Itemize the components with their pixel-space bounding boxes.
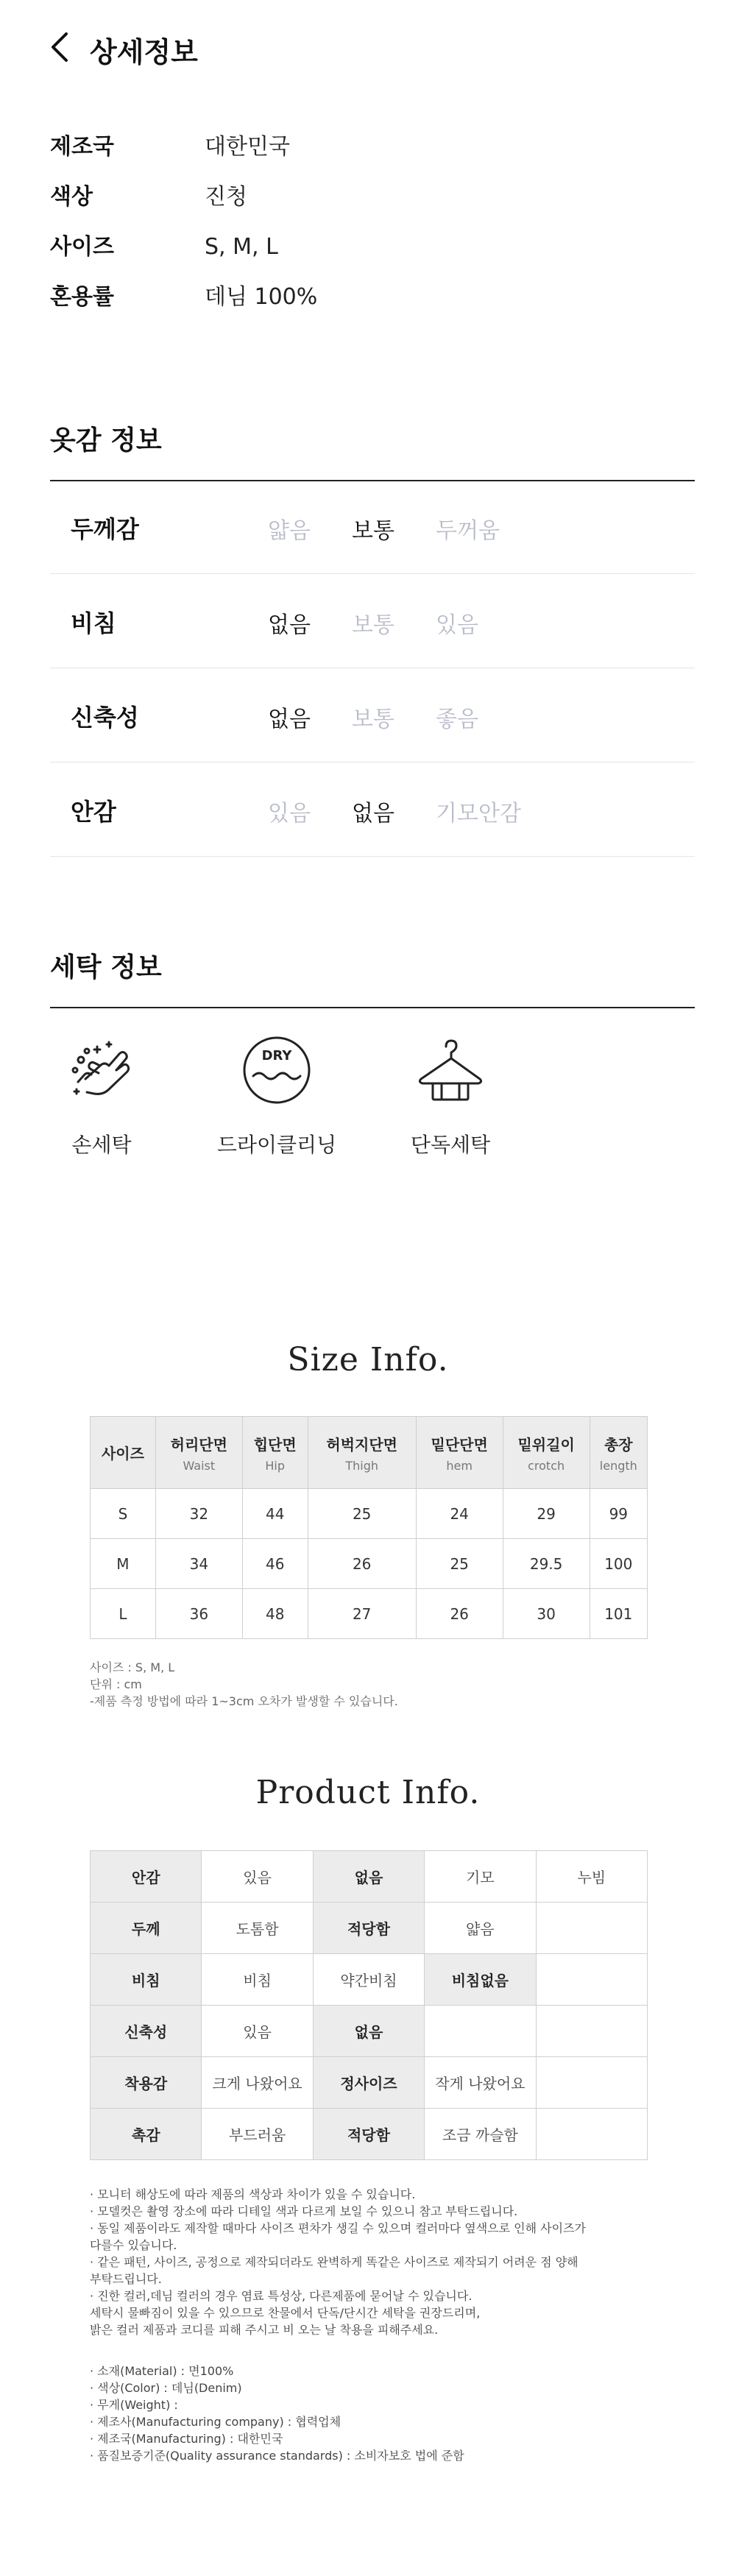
fabric-info-title: 옷감 정보 (50, 425, 162, 456)
wash-label: 손세탁 (71, 1133, 132, 1157)
table-cell: 얇음 (425, 1903, 536, 1954)
fabric-row-lining (50, 762, 695, 857)
table-cell: 누빔 (536, 1851, 647, 1903)
table-cell: 32 (155, 1489, 242, 1539)
fabric-row-label: 비침 (71, 609, 116, 637)
wash-item-dry (196, 1033, 358, 1158)
table-cell: S (91, 1489, 156, 1539)
wash-item-hand (21, 1033, 183, 1158)
table-row (91, 2057, 648, 2109)
table-cell: M (91, 1539, 156, 1589)
notice-line: · 모델컷은 촬영 장소에 따라 디테일 색과 다르게 보일 수 있으니 참고 부탁드립니다. (90, 2204, 518, 2218)
fabric-row-label: 신축성 (71, 704, 139, 732)
notice-line: 밝은 컬러 제품과 코디를 피해 주시고 비 오는 날 착용을 피해주세요. (90, 2323, 439, 2337)
spec-row-color (50, 181, 698, 231)
table-cell: 부드러움 (202, 2109, 313, 2160)
spec-value: 데님 100% (205, 284, 318, 310)
divider (50, 1007, 695, 1008)
table-cell: 적당함 (313, 1903, 424, 1954)
table-cell (536, 1954, 647, 2006)
notice-line: · 진한 컬러,데님 컬러의 경우 염료 특성상, 다른제품에 묻어날 수 있습니다. (90, 2289, 473, 2303)
table-cell: 25 (416, 1539, 503, 1589)
table-row (91, 1539, 648, 1589)
size-col-ko: 총장 (604, 1435, 633, 1454)
fabric-row-label: 안감 (71, 798, 116, 826)
material-list (90, 2363, 464, 2464)
table-cell: 29 (503, 1489, 590, 1539)
table-cell (536, 1903, 647, 1954)
fabric-row-thickness (50, 480, 695, 574)
table-cell: 작게 나왔어요 (425, 2057, 536, 2109)
table-cell: 48 (242, 1589, 308, 1639)
size-col-ko: 허벅지단면 (326, 1435, 397, 1454)
notice-list (90, 2186, 657, 2338)
spec-row-country (50, 131, 698, 181)
table-cell: 34 (155, 1539, 242, 1589)
table-row (91, 1489, 648, 1539)
fabric-option: 있음 (436, 612, 478, 638)
page-title: 상세정보 (90, 36, 198, 68)
table-row (91, 1589, 648, 1639)
notice-line: · 동일 제품이라도 제작할 때마다 사이즈 편차가 생길 수 있으며 컬러마다 옆색으로 인해 사이즈가 (90, 2221, 586, 2235)
hand-wash-icon (65, 1033, 138, 1107)
table-cell: 99 (590, 1489, 647, 1539)
table-row (91, 2109, 648, 2160)
table-cell: 정사이즈 (313, 2057, 424, 2109)
wash-item-single (369, 1033, 531, 1158)
size-col-en: length (599, 1458, 637, 1473)
table-cell: 44 (242, 1489, 308, 1539)
material-line: · 색상(Color) : 데님(Denim) (90, 2381, 242, 2395)
fabric-row-sheerness (50, 574, 695, 668)
notice-line: 다를수 있습니다. (90, 2238, 177, 2252)
table-cell: 적당함 (313, 2109, 424, 2160)
table-cell: 비침없음 (425, 1954, 536, 2006)
size-table (90, 1416, 648, 1639)
table-cell: 101 (590, 1589, 647, 1639)
table-cell (536, 2057, 647, 2109)
product-info-title: Product Info. (255, 1774, 481, 1811)
table-row (91, 1851, 648, 1903)
table-cell: 24 (416, 1489, 503, 1539)
table-cell: 착용감 (91, 2057, 202, 2109)
spec-label: 혼용률 (50, 284, 114, 310)
table-cell: 비침 (91, 1954, 202, 2006)
product-table (90, 1850, 648, 2160)
table-cell (536, 2109, 647, 2160)
table-row (91, 2006, 648, 2057)
material-line: · 제조국(Manufacturing) : 대한민국 (90, 2432, 283, 2446)
fabric-option: 두꺼움 (436, 518, 500, 544)
spec-row-material (50, 281, 698, 331)
size-col-ko: 허리단면 (170, 1435, 227, 1454)
table-cell: 안감 (91, 1851, 202, 1903)
fabric-option: 얇음 (268, 518, 311, 544)
fabric-option: 있음 (268, 801, 311, 827)
spec-value: 대한민국 (205, 134, 290, 160)
fabric-option: 없음 (268, 707, 311, 732)
table-cell: 27 (308, 1589, 416, 1639)
table-cell: 29.5 (503, 1539, 590, 1589)
material-line: · 제조사(Manufacturing company) : 협력업체 (90, 2415, 342, 2429)
size-col-ko: 사이즈 (101, 1445, 144, 1462)
wash-info-title: 세탁 정보 (50, 952, 162, 983)
fabric-option: 없음 (268, 612, 311, 638)
fabric-row-label: 두께감 (71, 515, 139, 543)
fabric-info-table (50, 480, 695, 857)
fabric-option: 보통 (352, 612, 394, 638)
wash-label: 드라이클리닝 (216, 1133, 337, 1157)
material-line: · 소재(Material) : 면100% (90, 2364, 234, 2378)
table-cell: 100 (590, 1539, 647, 1589)
size-note: 사이즈 : S, M, L (90, 1660, 175, 1674)
size-col-header (308, 1417, 416, 1489)
table-cell: 26 (416, 1589, 503, 1639)
material-line: · 무게(Weight) : (90, 2398, 178, 2412)
notice-line: · 모니터 해상도에 따라 제품의 색상과 차이가 있을 수 있습니다. (90, 2187, 416, 2201)
size-note: -제품 측정 방법에 따라 1~3cm 오차가 발생할 수 있습니다. (90, 1694, 398, 1708)
table-cell: 있음 (202, 1851, 313, 1903)
table-cell: 도톰함 (202, 1903, 313, 1954)
notice-line: · 같은 패턴, 사이즈, 공정으로 제작되더라도 완벽하게 똑같은 사이즈로 제작되기 어려운 점 양해 (90, 2255, 578, 2269)
table-cell: 없음 (313, 1851, 424, 1903)
fabric-row-stretch (50, 668, 695, 762)
size-note: 단위 : cm (90, 1677, 142, 1691)
spec-value: 진청 (205, 184, 247, 210)
table-cell: 비침 (202, 1954, 313, 2006)
spec-label: 색상 (50, 184, 93, 210)
spec-label: 제조국 (50, 134, 114, 160)
back-button[interactable] (46, 26, 75, 68)
size-col-ko: 밑단단면 (431, 1435, 488, 1454)
table-cell: 30 (503, 1589, 590, 1639)
table-cell: 46 (242, 1539, 308, 1589)
chevron-left-icon (46, 26, 75, 68)
size-col-header (416, 1417, 503, 1489)
fabric-option: 보통 (352, 707, 394, 732)
dry-badge-text: DRY (261, 1048, 292, 1064)
table-cell: 크게 나왔어요 (202, 2057, 313, 2109)
table-row (91, 1954, 648, 2006)
size-col-en: Hip (265, 1458, 286, 1473)
spec-list (50, 131, 698, 331)
table-cell: L (91, 1589, 156, 1639)
hanger-icon (414, 1033, 487, 1107)
table-cell (425, 2006, 536, 2057)
fabric-option: 좋음 (436, 707, 478, 732)
wash-label: 단독세탁 (410, 1133, 491, 1157)
size-notes (90, 1659, 398, 1710)
fabric-option: 기모안감 (436, 801, 521, 827)
table-cell: 26 (308, 1539, 416, 1589)
spec-label: 사이즈 (50, 234, 114, 260)
notice-line: 세탁시 물빠짐이 있을 수 있으므로 찬물에서 단독/단시간 세탁을 권장드리며, (90, 2306, 481, 2320)
table-cell: 없음 (313, 2006, 424, 2057)
size-table-header (91, 1417, 648, 1489)
size-col-en: hem (446, 1458, 473, 1473)
size-col-header (590, 1417, 647, 1489)
fabric-option: 보통 (352, 518, 394, 544)
table-cell: 36 (155, 1589, 242, 1639)
table-cell: 촉감 (91, 2109, 202, 2160)
table-cell: 조금 까슬함 (425, 2109, 536, 2160)
wash-info (50, 1033, 695, 1166)
material-line: · 품질보증기준(Quality assurance standards) : 소비자보호 법에 준함 (90, 2449, 464, 2463)
size-col-en: Waist (183, 1458, 216, 1473)
size-col-header (503, 1417, 590, 1489)
table-row (91, 1903, 648, 1954)
table-cell: 약간비침 (313, 1954, 424, 2006)
spec-value: S, M, L (205, 234, 278, 260)
table-cell: 두께 (91, 1903, 202, 1954)
table-cell: 신축성 (91, 2006, 202, 2057)
size-col-header (155, 1417, 242, 1489)
size-col-en: crotch (528, 1458, 565, 1473)
table-cell: 25 (308, 1489, 416, 1539)
size-col-ko: 힙단면 (253, 1435, 297, 1454)
table-cell: 있음 (202, 2006, 313, 2057)
size-info-title: Size Info. (287, 1341, 449, 1379)
fabric-option: 없음 (352, 801, 394, 827)
size-col-header (91, 1417, 156, 1489)
table-cell: 기모 (425, 1851, 536, 1903)
table-cell (536, 2006, 647, 2057)
size-col-ko: 밑위길이 (517, 1435, 575, 1454)
notice-line: 부탁드립니다. (90, 2272, 162, 2286)
size-col-header (242, 1417, 308, 1489)
spec-row-size (50, 231, 698, 281)
header (0, 0, 736, 96)
size-col-en: Thigh (345, 1458, 378, 1473)
dry-clean-icon (240, 1033, 314, 1107)
